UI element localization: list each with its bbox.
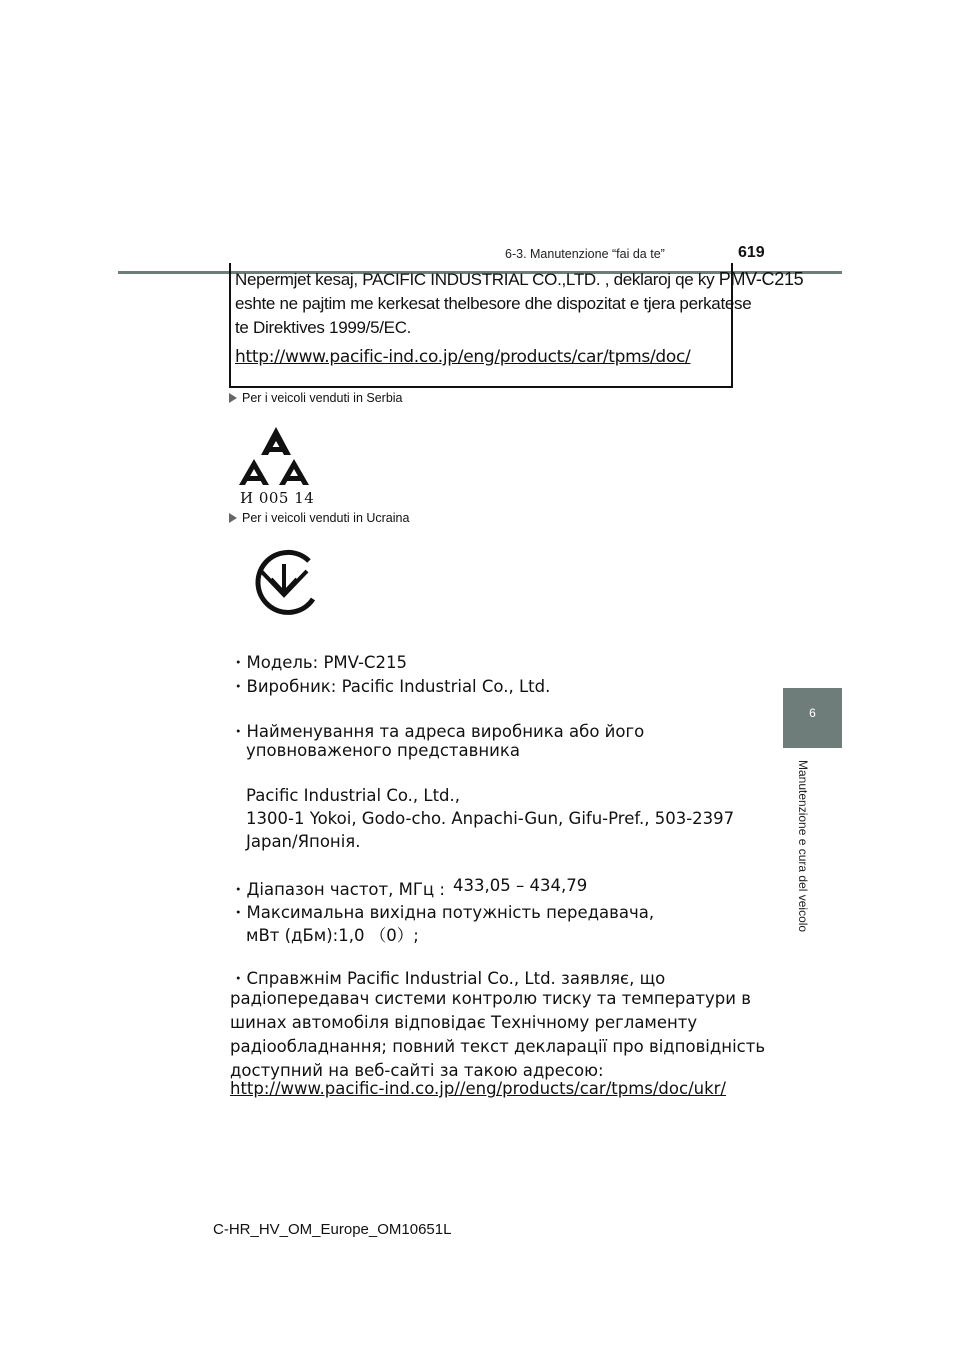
ukraine-heading <box>229 511 409 525</box>
document-code-footer: C-HR_HV_OM_Europe_OM10651L <box>213 1221 452 1238</box>
chapter-title: Manutenzione e cura del veicolo <box>796 760 810 933</box>
ukraine-address-line-3: Japan/Японія. <box>246 832 361 851</box>
serbia-certification-code: И 005 14 <box>240 489 315 507</box>
albania-declaration-box <box>229 263 804 388</box>
albania-line-3: te Direktives 1999/5/EC. <box>235 318 412 337</box>
ukraine-address-line-1: Pacific Industrial Co., Ltd., <box>246 786 461 805</box>
albania-text-2: , deklaroj qe ky <box>604 270 715 289</box>
serbia-label: Per i veicoli venduti in Serbia <box>242 391 403 405</box>
ukraine-representative-line-1: ・Найменування та адреса виробника або його <box>230 722 645 741</box>
ukraine-power-line-2: мВт (дБм):1,0 （0）; <box>246 926 419 945</box>
ukraine-declaration-line-5: доступний на веб-сайті за такою адресою: <box>230 1061 604 1080</box>
ukraine-conformity-mark-icon <box>247 549 319 617</box>
ukraine-power-line-1: ・Максимальна вихідна потужність передавача, <box>230 903 655 922</box>
albania-text: Nepermjet kesaj, <box>235 270 358 289</box>
ukraine-declaration-line-1: ・Справжнім Pacific Industrial Co., Ltd. заявляє, що <box>230 969 666 988</box>
ukraine-declaration-line-4: радіообладнання; повний текст декларації про відповідність <box>230 1037 766 1056</box>
albania-url-link[interactable]: http://www.pacific-ind.co.jp/eng/products/car/tpms/doc/ <box>235 347 691 367</box>
ukraine-declaration-line-3: шинах автомобіля відповідає Технічному регламенту <box>230 1013 698 1032</box>
ukraine-frequency-label: ・Діапазон частот, МГц : <box>230 880 445 899</box>
triangle-bullet-icon <box>229 513 237 523</box>
ukraine-url-link[interactable]: http://www.pacific-ind.co.jp//eng/products/car/tpms/doc/ukr/ <box>230 1079 726 1098</box>
chapter-number: 6 <box>809 706 816 720</box>
ukraine-model: ・Модель: PMV-C215 <box>230 653 407 672</box>
albania-line-2: eshte ne pajtim me kerkesat thelbesore dhe dispozitat e tjera perkatese <box>235 294 752 313</box>
section-title: 6-3. Manutenzione “fai da te” <box>505 247 665 261</box>
ukraine-label: Per i veicoli venduti in Ucraina <box>242 511 410 525</box>
albania-company: PACIFIC INDUSTRIAL CO.,LTD. <box>362 270 601 289</box>
ukraine-address-line-2: 1300-1 Yokoi, Godo-cho. Anpachi-Gun, Gifu-Pref., 503-2397 <box>246 809 735 828</box>
triangle-bullet-icon <box>229 393 237 403</box>
albania-line-1 <box>235 269 803 290</box>
serbia-conformity-mark-icon <box>236 425 316 487</box>
ukraine-frequency-value: 433,05 – 434,79 <box>453 876 588 895</box>
ukraine-declaration-line-2: радіопередавач системи контролю тиску та температури в <box>230 989 751 1008</box>
serbia-heading <box>229 391 403 405</box>
ukraine-manufacturer: ・Виробник: Pacific Industrial Co., Ltd. <box>230 677 551 696</box>
albania-model: PMV-C215 <box>718 269 804 289</box>
page-number: 619 <box>738 244 765 261</box>
ukraine-representative-line-2: уповноваженого представника <box>246 741 520 760</box>
